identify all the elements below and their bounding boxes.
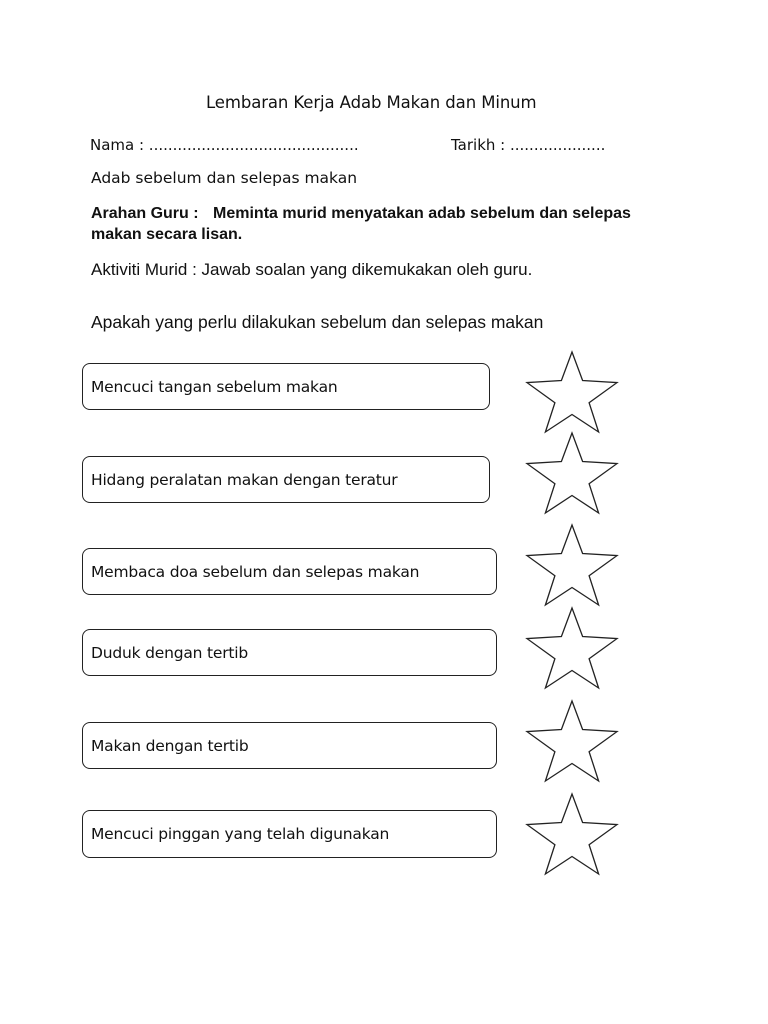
- worksheet-title: Lembaran Kerja Adab Makan dan Minum: [206, 93, 537, 112]
- star-icon: [525, 606, 619, 690]
- date-line: Tarikh : ....................: [451, 136, 606, 154]
- manners-item-label: Membaca doa sebelum dan selepas makan: [91, 562, 420, 581]
- manners-item-label: Mencuci tangan sebelum makan: [91, 377, 338, 396]
- instruction-text: Meminta murid menyatakan adab sebelum dan selepas makan secara lisan.: [91, 205, 631, 243]
- manners-item-box: [82, 722, 497, 769]
- section-subheading: Adab sebelum dan selepas makan: [91, 169, 358, 187]
- manners-item-label: Mencuci pinggan yang telah digunakan: [91, 825, 390, 843]
- manners-item-label: Duduk dengan tertib: [91, 643, 249, 662]
- manners-item-box: [82, 548, 497, 595]
- instruction-label: Arahan Guru :: [91, 205, 199, 222]
- manners-item-label: Hidang peralatan makan dengan teratur: [91, 470, 398, 489]
- star-icon: [525, 792, 619, 876]
- star-icon: [525, 699, 619, 783]
- teacher-instruction: [91, 203, 661, 245]
- question-text: Apakah yang perlu dilakukan sebelum dan selepas makan: [91, 312, 544, 332]
- student-activity: Aktiviti Murid : Jawab soalan yang dikemukakan oleh guru.: [91, 260, 533, 279]
- star-icon: [525, 431, 619, 515]
- manners-item-box: [82, 629, 497, 676]
- manners-item-box: [82, 363, 490, 410]
- name-line: Nama : ............................................: [90, 136, 359, 154]
- manners-item-box: [82, 810, 497, 858]
- manners-item-label: Makan dengan tertib: [91, 736, 249, 755]
- star-icon: [525, 350, 619, 434]
- manners-item-box: [82, 456, 490, 503]
- star-icon: [525, 523, 619, 607]
